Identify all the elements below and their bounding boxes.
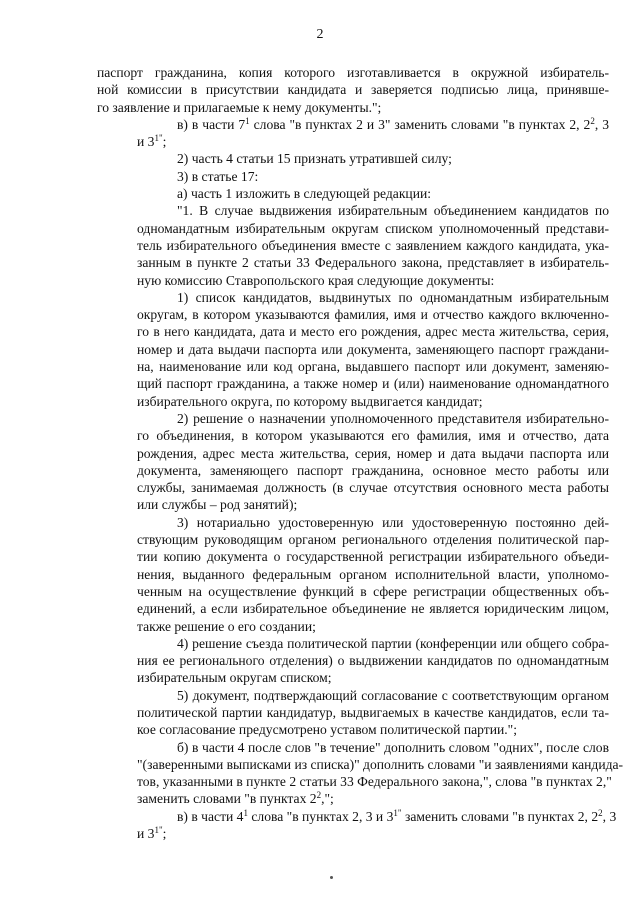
text-line: политической партии кандидатур, выдвигаемых в качестве кандидатов, если та- bbox=[137, 704, 609, 720]
text-line: го в него кандидата, дата и место его рождения, адрес места жительства, серия, bbox=[137, 324, 609, 340]
text-line: 3) в статье 17: bbox=[177, 168, 259, 184]
paragraph bbox=[97, 687, 609, 739]
text-line: б) в части 4 после слов "в течение" дополнить словом "одних", после слов bbox=[177, 739, 609, 755]
text-line: избирательным округам списком; bbox=[137, 670, 332, 686]
paragraph bbox=[97, 635, 609, 687]
text-line: а) часть 1 изложить в следующей редакции: bbox=[177, 186, 432, 202]
text-line: единений, а если избирательное объединение не является юридическим лицом, bbox=[137, 601, 609, 617]
paragraph bbox=[97, 116, 609, 151]
text-line: 1) список кандидатов, выдвинутых по одномандатным избирательным bbox=[177, 289, 609, 305]
superscript: 2 bbox=[598, 807, 603, 818]
text-line: номер и дата выдачи паспорта или документа, заменяющего паспорт граждани- bbox=[137, 341, 609, 357]
text-line: на, наименование или код органа, выдавшего паспорт или документ, заменяю- bbox=[137, 359, 609, 375]
paragraph bbox=[97, 289, 609, 410]
text-line: 3) нотариально удостоверенную или удостоверенную постоянно дей- bbox=[177, 514, 609, 530]
scan-speck bbox=[330, 876, 333, 879]
text-line: занным в пункте 2 статьи 33 Федерального закона, представляет в избиратель- bbox=[137, 255, 609, 271]
text-line: нения, выданного федеральным органом исполнительной власти, уполномо- bbox=[137, 566, 609, 582]
text-line: 4) решение съезда политической партии (конференции или общего собра- bbox=[177, 635, 609, 651]
text-line: и $3^{1"}$; bbox=[137, 825, 167, 842]
text-line: рождения, адрес места жительства, серия, номер и дата выдачи паспорта или bbox=[137, 445, 609, 461]
text-line: и $3^{1"}$; bbox=[137, 133, 167, 150]
paragraph bbox=[97, 739, 624, 808]
text-line: тель избирательного объединения вместе с заявлением каждого кандидата, ука- bbox=[137, 237, 609, 253]
paragraph bbox=[97, 185, 609, 202]
text-line: тии копию документа о государственной регистрации избирательного объеди- bbox=[137, 549, 609, 565]
document-body bbox=[97, 64, 624, 842]
paragraph bbox=[97, 168, 609, 185]
text-line: паспорт гражданина, копия которого изготавливается в окружной избиратель- bbox=[97, 65, 609, 80]
superscript: 1" bbox=[154, 133, 163, 144]
text-line: также решение о его создании; bbox=[137, 618, 316, 634]
superscript: 1 bbox=[245, 115, 250, 126]
text-line: "1. В случае выдвижения избирательным объединением кандидатов по bbox=[177, 203, 609, 219]
text-line: кое согласование предусмотрено уставом политической партии."; bbox=[137, 722, 517, 738]
text-line: округам, в котором указываются фамилия, имя и отчество каждого включенно- bbox=[137, 307, 609, 323]
superscript: 1" bbox=[154, 825, 163, 836]
superscript: 2 bbox=[316, 790, 322, 801]
text-line: заменить словами "в пунктах $2^2$,"; bbox=[137, 790, 334, 807]
text-line: ной комиссии в присутствии кандидата и заверяется подписью лица, принявше- bbox=[97, 82, 609, 98]
text-line: или службы – род занятий); bbox=[137, 497, 298, 513]
superscript: 2 bbox=[590, 115, 595, 126]
text-line: 2) решение о назначении уполномоченного представителя избирательно- bbox=[177, 410, 609, 426]
text-line: го заявление и прилагаемые к нему документы."; bbox=[97, 99, 382, 115]
paragraph bbox=[97, 64, 609, 116]
paragraph bbox=[97, 807, 617, 843]
text-line: го объединения, в котором указываются его фамилия, имя и отчество, дата bbox=[137, 428, 609, 444]
paragraph bbox=[97, 410, 609, 514]
page-number: 2 bbox=[316, 27, 324, 42]
text-line: документа, заменяющего паспорт гражданина, основное место работы или bbox=[137, 462, 609, 478]
text-line: 2) часть 4 статьи 15 признать утратившей силу; bbox=[177, 151, 452, 167]
text-line: 5) документ, подтверждающий согласование с соответствующим органом bbox=[177, 687, 609, 703]
text-line: одномандатным избирательным округам списком уполномоченный представи- bbox=[137, 220, 609, 236]
text-line: ния ее регионального отделения) о выдвижении кандидатов по одномандатным bbox=[137, 653, 609, 669]
paragraph bbox=[97, 514, 609, 635]
text-line: "(заверенными выписками из списка)" дополнить словами "и заявлениями кандида- bbox=[137, 756, 624, 772]
text-line: службы, занимаемая должность (в случае отсутствия основного места работы bbox=[137, 480, 609, 496]
superscript: 1 bbox=[243, 807, 248, 818]
text-line: тов, указанными в пункте 2 статьи 33 Федерального закона,", слова "в пунктах 2," bbox=[137, 774, 612, 790]
superscript: 1" bbox=[393, 807, 402, 818]
text-line: в) в части $4^1$ слова "в пунктах 2, 3 и $3^{1"}$ заменить словами "в пунктах 2, $2^2$, 3 bbox=[177, 807, 617, 824]
text-line: ную комиссию Ставропольского края следующие документы: bbox=[137, 272, 495, 288]
paragraph bbox=[97, 150, 609, 167]
text-line: избирательного округа, по которому выдвигается кандидат; bbox=[137, 393, 483, 409]
text-line: в) в части $7^1$ слова "в пунктах 2 и 3" заменить словами "в пунктах 2, $2^2$, 3 bbox=[177, 115, 609, 132]
text-line: ченным на осуществление функций в сфере регистрации общественных объ- bbox=[137, 583, 609, 599]
text-line: щий паспорт гражданина, а также номер и (или) наименование одномандатного bbox=[137, 376, 609, 392]
paragraph bbox=[97, 202, 609, 288]
text-line: ствующим руководящим органом регионального отделения политической пар- bbox=[137, 532, 609, 548]
